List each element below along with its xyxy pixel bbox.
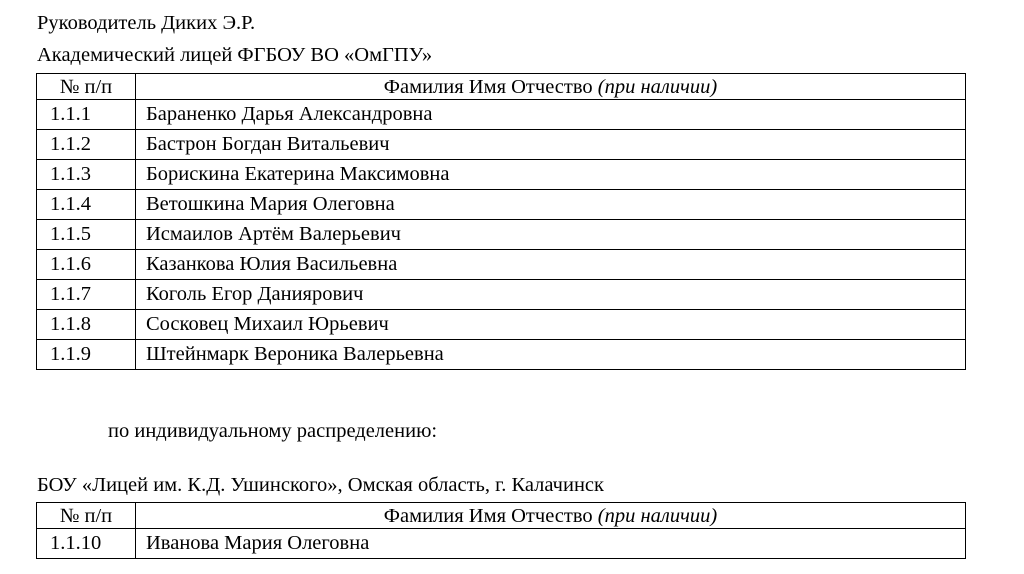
row-number: 1.1.10 (37, 529, 136, 559)
row-number: 1.1.1 (37, 100, 136, 130)
column-header-number: № п/п (37, 503, 136, 529)
student-name: Борискина Екатерина Максимовна (136, 160, 966, 190)
column-header-number: № п/п (37, 74, 136, 100)
section-1-heading: Академический лицей ФГБОУ ВО «ОмГПУ» (37, 44, 433, 66)
table-row (37, 190, 966, 220)
table-row (37, 100, 966, 130)
student-name: Сосковец Михаил Юрьевич (136, 310, 966, 340)
student-name: Казанкова Юлия Васильевна (136, 250, 966, 280)
column-header-name-label: Фамилия Имя Отчество (383, 75, 593, 98)
distribution-line: по индивидуальному распределению: (108, 420, 438, 442)
table-row (37, 340, 966, 370)
student-name: Коголь Егор Даниярович (136, 280, 966, 310)
student-name: Исмаилов Артём Валерьевич (136, 220, 966, 250)
table-header-row (37, 503, 966, 529)
table-row (37, 130, 966, 160)
column-header-name-note: (при наличии) (597, 75, 718, 98)
row-number: 1.1.5 (37, 220, 136, 250)
table-row (37, 160, 966, 190)
column-header-full-name (136, 74, 966, 100)
row-number: 1.1.8 (37, 310, 136, 340)
table-row (37, 280, 966, 310)
row-number: 1.1.2 (37, 130, 136, 160)
column-header-name-label: Фамилия Имя Отчество (383, 504, 593, 527)
table-row (37, 250, 966, 280)
student-name: Бастрон Богдан Витальевич (136, 130, 966, 160)
row-number: 1.1.6 (37, 250, 136, 280)
column-header-full-name (136, 503, 966, 529)
row-number: 1.1.9 (37, 340, 136, 370)
table-row (37, 220, 966, 250)
section-2-heading: БОУ «Лицей им. К.Д. Ушинского», Омская область, г. Калачинск (37, 474, 604, 496)
table-row (37, 310, 966, 340)
row-number: 1.1.7 (37, 280, 136, 310)
student-name: Иванова Мария Олеговна (136, 529, 966, 559)
column-header-name-note: (при наличии) (597, 504, 718, 527)
table-row (37, 529, 966, 559)
student-table-1 (36, 73, 966, 370)
student-table-2 (36, 502, 966, 559)
student-name: Штейнмарк Вероника Валерьевна (136, 340, 966, 370)
table-header-row (37, 74, 966, 100)
row-number: 1.1.3 (37, 160, 136, 190)
supervisor-line: Руководитель Диких Э.Р. (37, 12, 256, 34)
row-number: 1.1.4 (37, 190, 136, 220)
student-name: Бараненко Дарья Александровна (136, 100, 966, 130)
student-name: Ветошкина Мария Олеговна (136, 190, 966, 220)
